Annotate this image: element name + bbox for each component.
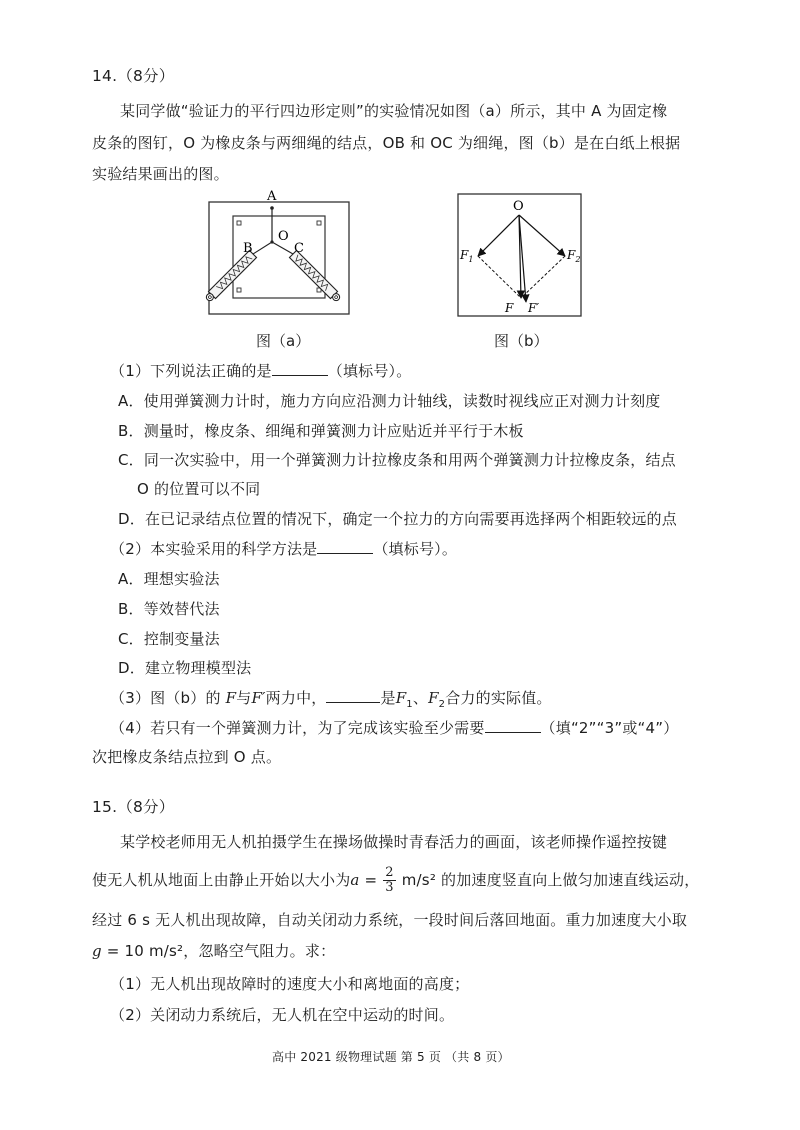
q14-part1-stem: （1）下列说法正确的是 （填标号）。 xyxy=(110,362,412,380)
label-f1: $F_1$ xyxy=(460,248,474,264)
q15-line-3: 经过 6 s 无人机出现故障，自动关闭动力系统，一段时间后落回地面。重力加速度大小取 xyxy=(92,911,688,929)
answer-blank-1[interactable] xyxy=(272,361,328,376)
string-ob xyxy=(253,242,272,254)
q14-header: 14.（8分） xyxy=(92,67,175,85)
label-b: B xyxy=(243,241,253,256)
q14-part1-option-a: A．使用弹簧测力计时，施力方向应沿测力计轴线，读数时视线应正对测力计刻度 xyxy=(118,392,661,410)
dashed-f1-side xyxy=(478,256,521,298)
label-c: C xyxy=(294,241,304,256)
q15-part1: （1）无人机出现故障时的速度大小和离地面的高度； xyxy=(110,975,470,993)
q15-line-1: 某学校老师用无人机拍摄学生在操场做操时青春活力的画面，该老师操作遥控按键 xyxy=(120,833,668,851)
figure-a xyxy=(205,190,355,320)
q14-part2-option-c: C．控制变量法 xyxy=(118,630,220,648)
fraction-two-thirds: $\frac{2}{3}$ xyxy=(385,865,394,895)
label-a: A xyxy=(267,190,277,204)
q14-intro-line-1: 某同学做“验证力的平行四边形定则”的实验情况如图（a）所示，其中 A 为固定橡 xyxy=(120,102,668,120)
vector-f2 xyxy=(519,215,565,256)
q14-part2-option-d: D．建立物理模型法 xyxy=(118,659,252,677)
q14-part1-option-d: D．在已记录结点位置的情况下，确定一个拉力的方向需要再选择两个相距较远的点 xyxy=(118,510,677,528)
q15-line-4: g = 10 m/s²，忽略空气阻力。求： xyxy=(92,942,336,960)
q14-part2-option-a: A．理想实验法 xyxy=(118,570,220,588)
q14-intro-line-3: 实验结果画出的图。 xyxy=(92,165,229,183)
label-f: F xyxy=(505,301,514,315)
answer-blank-2[interactable] xyxy=(317,539,373,554)
q14-part1-option-b: B．测量时，橡皮条、细绳和弹簧测力计应贴近并平行于木板 xyxy=(118,422,524,440)
label-f2: $F_2$ xyxy=(567,248,581,264)
answer-blank-4[interactable] xyxy=(485,718,541,733)
label-f-prime: F′ xyxy=(528,301,540,315)
board-outer xyxy=(209,202,349,314)
caption-b: 图（b） xyxy=(494,332,549,350)
q15-header: 15.（8分） xyxy=(92,798,175,816)
vector-f1 xyxy=(478,215,519,256)
label-o: O xyxy=(278,229,289,244)
answer-blank-3[interactable] xyxy=(326,688,380,703)
q14-part2-option-b: B．等效替代法 xyxy=(118,600,220,618)
q14-part2-stem: （2）本实验采用的科学方法是 （填标号）。 xyxy=(110,540,458,558)
q15-line-2: 使无人机从地面上由静止开始以大小为a = $\frac{2}{3}$ m/s² 的加速度竖直向上做匀加速直线运动， xyxy=(92,865,700,895)
label-o-b: O xyxy=(513,199,524,214)
figure-b xyxy=(455,190,585,320)
q14-part3: （3）图（b）的 F与F′两力中， 是$F_1$、$F_2$合力的实际值。 xyxy=(110,689,552,710)
q14-part1-option-c: C．同一次实验中，用一个弹簧测力计拉橡皮条和用两个弹簧测力计拉橡皮条，结点 xyxy=(118,451,676,469)
q14-part4-line-2: 次把橡皮条结点拉到 O 点。 xyxy=(92,748,282,766)
q14-part1-option-c-cont: O 的位置可以不同 xyxy=(137,480,261,498)
q14-part4-line-1: （4）若只有一个弹簧测力计，为了完成该实验至少需要 （填“2”“3”或“4”） xyxy=(110,719,679,737)
spring-scale-right xyxy=(289,250,342,303)
q15-part2: （2）关闭动力系统后，无人机在空中运动的时间。 xyxy=(110,1006,455,1024)
page-footer: 高中 2021 级物理试题 第 5 页 （共 8 页） xyxy=(272,1050,510,1064)
caption-a: 图（a） xyxy=(256,332,311,350)
dashed-f2-side xyxy=(521,256,565,298)
q14-intro-line-2: 皮条的图钉，O 为橡皮条与两细绳的结点，OB 和 OC 为细绳，图（b）是在白纸上根据 xyxy=(92,134,681,152)
spring-scale-left xyxy=(205,250,257,303)
